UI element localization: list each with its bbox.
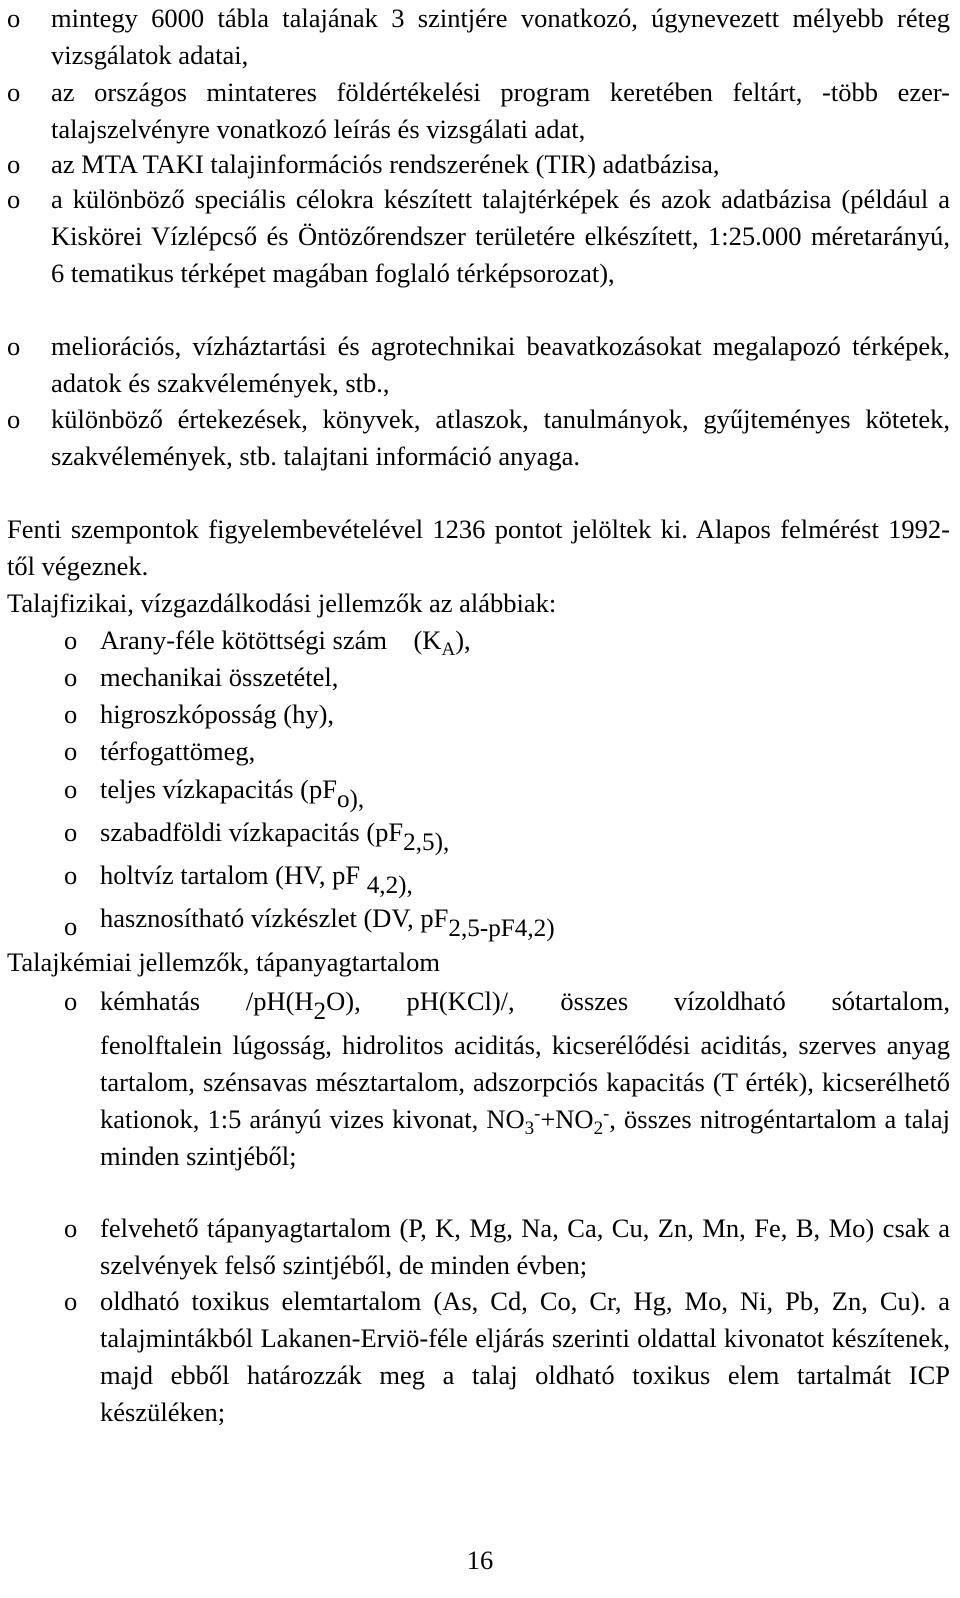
bullet-marker: o	[64, 699, 78, 729]
bullet-marker: o	[64, 625, 78, 655]
list-item-text: holtvíz tartalom (HV, pF 4,2),	[100, 860, 413, 899]
list-item-text: felvehető tápanyagtartalom (P, K, Mg, Na, Ca, Cu, Zn, Mn, Fe, B, Mo) csak a szelvények felső szintjéből, de minden évben;	[100, 1213, 950, 1280]
list-item	[64, 659, 950, 696]
list-item-text: fenolftalein lúgosság, hidrolitos aciditás, kicserélődési aciditás, szerves anyag tartalom, szénsavas mésztartalom, adszorpciós kapacitás (T érték), kicserélhető kationok, 1:5 arányú vizes kivonat, $NO_3^-+NO_2^-$, összes nitrogéntartalom a talaj minden szintjéből;	[100, 1030, 950, 1171]
list-item	[64, 733, 950, 770]
list-item-text: higroszkóposság (hy),	[100, 699, 335, 729]
list-item	[7, 74, 950, 148]
list-item-text: a különböző speciális célokra készített talajtérképek és azok adatbázisa (például a Kiskörei Vízlépcső és Öntözőrendszer területére elkészített, 1:25.000 méretarányú, 6 tematikus térképet magában foglaló térképsorozat),	[51, 184, 950, 288]
list-item-text: az MTA TAKI talajinformációs rendszerének (TIR) adatbázisa,	[51, 149, 720, 179]
heading-fizikai: Talajfizikai, vízgazdálkodási jellemzők az alábbiak:	[7, 588, 557, 618]
list-item	[64, 814, 950, 856]
bullet-marker: o	[64, 1213, 78, 1243]
bullet-marker: o	[64, 774, 78, 804]
list-item-text: teljes vízkapacitás (pFo),	[100, 774, 365, 813]
bullet-marker: o	[64, 860, 78, 890]
list-item	[64, 857, 950, 899]
bullet-marker: o	[7, 149, 21, 179]
bullet-marker: o	[64, 662, 78, 692]
list-item-text: Arany-féle kötöttségi szám $(K_A)$,	[100, 625, 471, 661]
bullet-marker: o	[64, 986, 78, 1016]
list-item-text: hasznosítható vízkészlet (DV, pF2,5-pF4,2)	[100, 903, 555, 942]
list-item	[64, 900, 950, 942]
list-item	[7, 181, 950, 292]
list-item	[64, 1210, 950, 1284]
bullet-marker: o	[7, 404, 21, 434]
bullet-marker: o	[64, 736, 78, 766]
heading-kemiai: Talajkémiai jellemzők, tápanyagtartalom	[7, 947, 441, 977]
list-item-text: szabadföldi vízkapacitás (pF2,5),	[100, 817, 450, 856]
list-item	[64, 983, 950, 1025]
list-item	[7, 146, 950, 183]
list-item-text: mechanikai összetétel,	[100, 662, 339, 692]
list-item	[64, 696, 950, 733]
bullet-marker: o	[7, 77, 21, 107]
list-item	[64, 1283, 950, 1431]
list-item	[7, 328, 950, 402]
bullet-marker: o	[64, 817, 78, 847]
bullet-marker: o	[7, 3, 21, 33]
list-item	[64, 622, 950, 659]
list-item-text: kémhatás /pH(H2O), pH(KCl)/, összes vízoldható sótartalom,	[100, 986, 950, 1025]
list-item-text: különböző értekezések, könyvek, atlaszok, tanulmányok, gyűjteményes kötetek, szakvélemények, stb. talajtani információ anyaga.	[51, 404, 950, 471]
list-item-text: oldható toxikus elemtartalom (As, Cd, Co, Cr, Hg, Mo, Ni, Pb, Zn, Cu). a talajmintákból Lakanen-Erviö-féle eljárás szerinti oldattal kivonatot készítenek, majd ebből határozzák meg a talaj oldható toxikus elem tartalmát ICP készüléken;	[100, 1286, 950, 1427]
list-item	[7, 401, 950, 475]
list-item-text: meliorációs, vízháztartási és agrotechnikai beavatkozásokat megalapozó térképek, adatok és szakvélemények, stb.,	[51, 331, 950, 398]
bullet-marker: o	[7, 184, 21, 214]
list-item-continuation	[64, 1027, 950, 1175]
list-item	[64, 771, 950, 813]
list-item-text: térfogattömeg,	[100, 736, 256, 766]
bullet-marker: o	[64, 911, 78, 941]
bullet-marker: o	[64, 1286, 78, 1316]
paragraph-fenti: Fenti szempontok figyelembevételével 1236 pontot jelöltek ki. Alapos felmérést 1992-től végeznek.	[7, 514, 950, 581]
list-item-text: az országos mintateres földértékelési program keretében feltárt, -több ezer- talajszelvényre vonatkozó leírás és vizsgálati adat,	[51, 77, 950, 144]
bullet-marker: o	[7, 331, 21, 361]
page-number: 16	[466, 1545, 494, 1575]
list-item-text: mintegy 6000 tábla talajának 3 szintjére vonatkozó, úgynevezett mélyebb réteg vizsgálatok adatai,	[51, 3, 950, 70]
list-item	[7, 0, 950, 74]
